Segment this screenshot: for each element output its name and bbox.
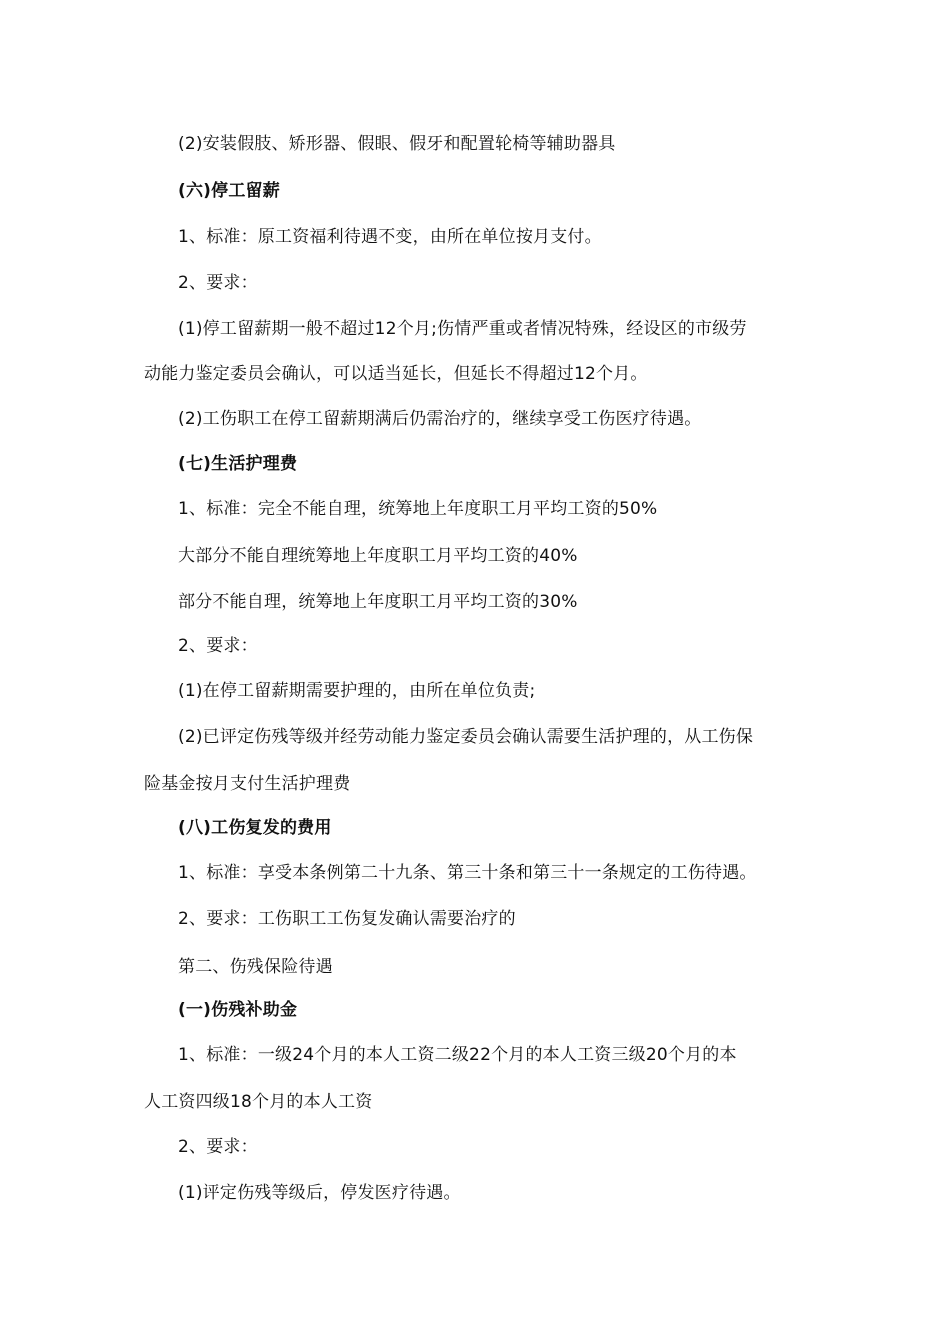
paragraph-line: 2、要求：: [178, 636, 258, 656]
paragraph-line: 1、标准：完全不能自理，统筹地上年度职工月平均工资的50%: [178, 499, 658, 519]
paragraph-line: (1)停工留薪期一般不超过12个月;伤情严重或者情况特殊，经设区的市级劳: [178, 319, 747, 339]
paragraph-line: 2、要求：: [178, 1137, 258, 1157]
paragraph-line: 大部分不能自理统筹地上年度职工月平均工资的40%: [178, 546, 578, 566]
section-heading: (八)工伤复发的费用: [178, 818, 332, 838]
section-heading: 第二、伤残保险待遇: [178, 957, 333, 977]
paragraph-line: (2)工伤职工在停工留薪期满后仍需治疗的，继续享受工伤医疗待遇。: [178, 409, 702, 429]
paragraph-line: 1、标准：一级24个月的本人工资二级22个月的本人工资三级20个月的本: [178, 1045, 737, 1065]
paragraph-line: (2)已评定伤残等级并经劳动能力鉴定委员会确认需要生活护理的，从工伤保: [178, 727, 754, 747]
paragraph-line: (1)在停工留薪期需要护理的，由所在单位负责;: [178, 681, 536, 701]
paragraph-line: 人工资四级18个月的本人工资: [144, 1092, 373, 1112]
paragraph-line: 1、标准：享受本条例第二十九条、第三十条和第三十一条规定的工伤待遇。: [178, 863, 757, 883]
paragraph-line: 2、要求：工伤职工工伤复发确认需要治疗的: [178, 909, 516, 929]
paragraph-line: 1、标准：原工资福利待遇不变，由所在单位按月支付。: [178, 227, 602, 247]
paragraph-line: 动能力鉴定委员会确认，可以适当延长，但延长不得超过12个月。: [144, 364, 648, 384]
section-heading: (六)停工留薪: [178, 181, 280, 201]
paragraph-line: 2、要求：: [178, 273, 258, 293]
section-heading: (七)生活护理费: [178, 454, 298, 474]
paragraph-line: (2)安装假肢、矫形器、假眼、假牙和配置轮椅等辅助器具: [178, 134, 616, 154]
paragraph-line: 险基金按月支付生活护理费: [144, 774, 351, 794]
paragraph-line: (1)评定伤残等级后，停发医疗待遇。: [178, 1183, 461, 1203]
section-heading: (一)伤残补助金: [178, 1000, 298, 1020]
paragraph-line: 部分不能自理，统筹地上年度职工月平均工资的30%: [178, 592, 578, 612]
